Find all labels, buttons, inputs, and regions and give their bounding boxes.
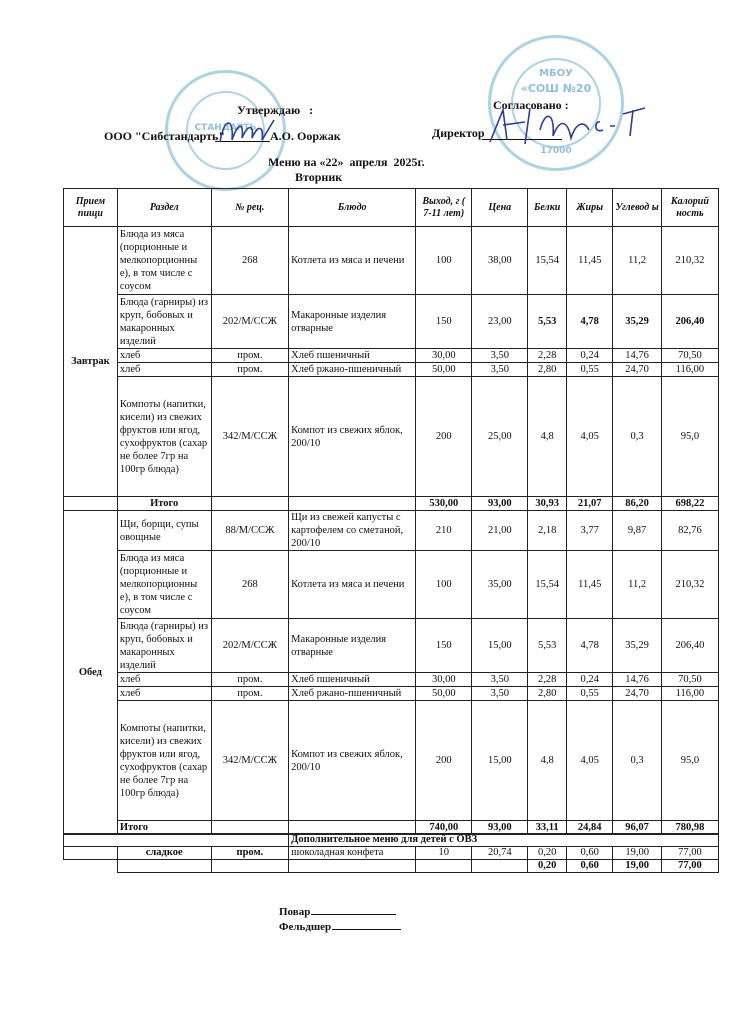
row-yield: 10 xyxy=(416,847,472,860)
row-yield: 50,00 xyxy=(416,687,472,701)
menu-table xyxy=(63,188,719,835)
col-protein: Белки xyxy=(528,189,567,227)
table-row xyxy=(64,227,719,295)
row-carbs: 24,70 xyxy=(613,687,661,701)
row-kcal: 116,00 xyxy=(661,363,718,377)
row-protein: 4,8 xyxy=(528,701,567,821)
empty-cell xyxy=(211,497,289,511)
table-row xyxy=(64,687,719,701)
row-protein: 15,54 xyxy=(528,551,567,619)
row-dish: Макаронные изделия отварные xyxy=(289,295,416,349)
row-yield: 100 xyxy=(416,227,472,295)
row-fat: 4,05 xyxy=(567,701,613,821)
table-row xyxy=(64,511,719,551)
col-section: Раздел xyxy=(117,189,211,227)
empty-cell xyxy=(117,860,211,873)
row-price: 20,74 xyxy=(472,847,528,860)
row-price: 38,00 xyxy=(472,227,528,295)
empty-cell xyxy=(64,860,118,873)
total-yield: 530,00 xyxy=(416,497,472,511)
row-section: хлеб xyxy=(117,673,211,687)
meal-spacer xyxy=(64,497,118,511)
row-protein: 2,18 xyxy=(528,511,567,551)
director-signature xyxy=(485,100,655,150)
row-price: 3,50 xyxy=(472,673,528,687)
row-yield: 30,00 xyxy=(416,349,472,363)
row-fat: 11,45 xyxy=(567,551,613,619)
empty-cell xyxy=(472,860,528,873)
col-carbs: Углевод ы xyxy=(613,189,661,227)
extra-row xyxy=(64,847,719,860)
row-section: Блюда (гарниры) из круп, бобовых и макаронных изделий xyxy=(117,295,211,349)
row-fat: 0,55 xyxy=(567,363,613,377)
extra-total-row xyxy=(64,860,719,873)
row-yield: 50,00 xyxy=(416,363,472,377)
row-kcal: 95,0 xyxy=(661,377,718,497)
row-dish: Макаронные изделия отварные xyxy=(289,619,416,673)
row-yield: 200 xyxy=(416,377,472,497)
row-price: 15,00 xyxy=(472,701,528,821)
medic-label xyxy=(279,921,401,933)
row-carbs: 19,00 xyxy=(613,847,661,860)
row-yield: 150 xyxy=(416,295,472,349)
approver-name: А.О. Ооржак xyxy=(270,129,341,143)
row-yield: 150 xyxy=(416,619,472,673)
total-fat: 21,07 xyxy=(567,497,613,511)
row-fat: 4,78 xyxy=(567,619,613,673)
row-dish: Компот из свежих яблок, 200/10 xyxy=(289,377,416,497)
row-kcal: 77,00 xyxy=(661,847,718,860)
row-recipe: 342/М/ССЖ xyxy=(211,701,289,821)
row-recipe: пром. xyxy=(211,349,289,363)
row-protein: 2,80 xyxy=(528,363,567,377)
row-kcal: 210,32 xyxy=(661,227,718,295)
row-fat: 0,55 xyxy=(567,687,613,701)
breakfast-total-row xyxy=(64,497,719,511)
row-kcal: 206,40 xyxy=(661,295,718,349)
empty-cell xyxy=(289,860,416,873)
extra-title: Дополнительное меню для детей с ОВЗ xyxy=(289,834,719,847)
company-name: ООО "Сибстандарть" xyxy=(104,129,226,143)
cook-signature-line xyxy=(311,914,396,915)
stamp-left-text: СТАНДАРТЬ xyxy=(194,123,257,133)
row-section: сладкое xyxy=(117,847,211,860)
total-fat: 24,84 xyxy=(567,821,613,835)
row-protein: 5,53 xyxy=(528,619,567,673)
total-label: Итого xyxy=(117,497,211,511)
row-carbs: 11,2 xyxy=(613,227,661,295)
row-price: 3,50 xyxy=(472,349,528,363)
row-protein: 2,80 xyxy=(528,687,567,701)
row-dish: шоколадная конфета xyxy=(289,847,416,860)
row-dish: Хлеб пшеничный xyxy=(289,349,416,363)
total-kcal: 698,22 xyxy=(661,497,718,511)
row-price: 15,00 xyxy=(472,619,528,673)
row-section: Блюда из мяса (порционные и мелкопорционны е), в том числе с соусом xyxy=(117,551,211,619)
row-recipe: 342/М/ССЖ xyxy=(211,377,289,497)
row-yield: 100 xyxy=(416,551,472,619)
total-kcal: 77,00 xyxy=(661,860,718,873)
row-fat: 4,78 xyxy=(567,295,613,349)
row-price: 25,00 xyxy=(472,377,528,497)
col-kcal: Калорий ность xyxy=(661,189,718,227)
row-recipe: 88/М/ССЖ xyxy=(211,511,289,551)
row-dish: Хлеб ржано-пшеничный xyxy=(289,687,416,701)
row-protein: 5,53 xyxy=(528,295,567,349)
row-kcal: 210,32 xyxy=(661,551,718,619)
empty-cell xyxy=(211,860,289,873)
row-dish: Котлета из мяса и печени xyxy=(289,227,416,295)
row-carbs: 14,76 xyxy=(613,349,661,363)
row-carbs: 11,2 xyxy=(613,551,661,619)
medic-signature-line xyxy=(332,929,401,930)
row-recipe: пром. xyxy=(211,673,289,687)
total-price: 93,00 xyxy=(472,497,528,511)
row-carbs: 0,3 xyxy=(613,377,661,497)
row-carbs: 14,76 xyxy=(613,673,661,687)
row-carbs: 35,29 xyxy=(613,619,661,673)
row-kcal: 70,50 xyxy=(661,673,718,687)
approve-label: Утверждаю : xyxy=(237,103,314,117)
total-protein: 30,93 xyxy=(528,497,567,511)
cook-label xyxy=(279,906,396,918)
row-kcal: 95,0 xyxy=(661,701,718,821)
row-yield: 210 xyxy=(416,511,472,551)
row-kcal: 116,00 xyxy=(661,687,718,701)
total-kcal: 780,98 xyxy=(661,821,718,835)
total-protein: 0,20 xyxy=(528,860,567,873)
row-recipe: пром. xyxy=(211,687,289,701)
stamp-right-line1: МБОУ xyxy=(539,68,573,79)
cook-label-text: Повар xyxy=(279,906,311,918)
row-price: 35,00 xyxy=(472,551,528,619)
row-fat: 4,05 xyxy=(567,377,613,497)
empty-cell xyxy=(416,860,472,873)
row-recipe: 202/М/ССЖ xyxy=(211,619,289,673)
table-row xyxy=(64,701,719,821)
medic-label-text: Фельдшер xyxy=(279,921,332,933)
total-price: 93,00 xyxy=(472,821,528,835)
row-dish: Хлеб пшеничный xyxy=(289,673,416,687)
table-row xyxy=(64,673,719,687)
col-yield: Выход, г ( 7-11 лет) xyxy=(416,189,472,227)
row-fat: 0,24 xyxy=(567,673,613,687)
total-protein: 33,11 xyxy=(528,821,567,835)
row-dish: Компот из свежих яблок, 200/10 xyxy=(289,701,416,821)
table-row xyxy=(64,363,719,377)
table-row xyxy=(64,619,719,673)
empty-cell xyxy=(64,834,289,847)
table-row xyxy=(64,295,719,349)
meal-lunch: Обед xyxy=(64,511,118,835)
row-fat: 3,77 xyxy=(567,511,613,551)
total-carbs: 19,00 xyxy=(613,860,661,873)
row-dish: Котлета из мяса и печени xyxy=(289,551,416,619)
row-recipe: 268 xyxy=(211,551,289,619)
row-recipe: 202/М/ССЖ xyxy=(211,295,289,349)
row-protein: 2,28 xyxy=(528,673,567,687)
row-kcal: 70,50 xyxy=(661,349,718,363)
total-carbs: 86,20 xyxy=(613,497,661,511)
row-fat: 0,60 xyxy=(567,847,613,860)
row-yield: 30,00 xyxy=(416,673,472,687)
stamp-right-number: 17000 xyxy=(540,146,572,156)
row-section: Блюда из мяса (порционные и мелкопорционны е), в том числе с соусом xyxy=(117,227,211,295)
total-label: Итого xyxy=(117,821,211,835)
table-row xyxy=(64,377,719,497)
row-section: хлеб xyxy=(117,687,211,701)
row-recipe: пром. xyxy=(211,363,289,377)
row-section: хлеб xyxy=(117,363,211,377)
row-price: 3,50 xyxy=(472,363,528,377)
row-recipe: пром. xyxy=(211,847,289,860)
director-label: Директор xyxy=(432,126,485,140)
weekday: Вторник xyxy=(295,170,343,184)
row-section: Компоты (напитки, кисели) из свежих фруктов или ягод, сухофруктов (сахар не более 7гр на 100гр блюда) xyxy=(117,377,211,497)
row-protein: 15,54 xyxy=(528,227,567,295)
extra-menu-table xyxy=(63,833,719,873)
row-protein: 2,28 xyxy=(528,349,567,363)
row-price: 3,50 xyxy=(472,687,528,701)
col-dish: Блюдо xyxy=(289,189,416,227)
col-fat: Жиры xyxy=(567,189,613,227)
agreed-label: Согласовано : xyxy=(493,98,569,112)
row-carbs: 9,87 xyxy=(613,511,661,551)
stamp-right-line2: «СОШ №20 xyxy=(520,82,592,95)
row-price: 21,00 xyxy=(472,511,528,551)
row-dish: Щи из свежей капусты с картофелем со сметаной, 200/10 xyxy=(289,511,416,551)
row-fat: 0,24 xyxy=(567,349,613,363)
row-recipe: 268 xyxy=(211,227,289,295)
empty-cell xyxy=(289,497,416,511)
row-carbs: 24,70 xyxy=(613,363,661,377)
col-price: Цена xyxy=(472,189,528,227)
row-section: Компоты (напитки, кисели) из свежих фруктов или ягод, сухофруктов (сахар не более 7гр на 100гр блюда) xyxy=(117,701,211,821)
table-row xyxy=(64,349,719,363)
total-fat: 0,60 xyxy=(567,860,613,873)
row-fat: 11,45 xyxy=(567,227,613,295)
row-protein: 0,20 xyxy=(528,847,567,860)
row-protein: 4,8 xyxy=(528,377,567,497)
row-price: 23,00 xyxy=(472,295,528,349)
total-yield: 740,00 xyxy=(416,821,472,835)
row-carbs: 35,29 xyxy=(613,295,661,349)
row-section: Щи, борщи, супы овощные xyxy=(117,511,211,551)
extra-title-row xyxy=(64,834,719,847)
col-recipe: № рец. xyxy=(211,189,289,227)
menu-title: Меню на «22» апреля 2025г. xyxy=(268,155,425,169)
col-meal: Прием пищи xyxy=(64,189,118,227)
row-carbs: 0,3 xyxy=(613,701,661,821)
empty-cell xyxy=(64,847,118,860)
row-kcal: 206,40 xyxy=(661,619,718,673)
total-carbs: 96,07 xyxy=(613,821,661,835)
meal-breakfast: Завтрак xyxy=(64,227,118,497)
table-row xyxy=(64,551,719,619)
row-section: хлеб xyxy=(117,349,211,363)
row-kcal: 82,76 xyxy=(661,511,718,551)
row-yield: 200 xyxy=(416,701,472,821)
row-section: Блюда (гарниры) из круп, бобовых и макаронных изделий xyxy=(117,619,211,673)
row-dish: Хлеб ржано-пшеничный xyxy=(289,363,416,377)
header-row xyxy=(64,189,719,227)
